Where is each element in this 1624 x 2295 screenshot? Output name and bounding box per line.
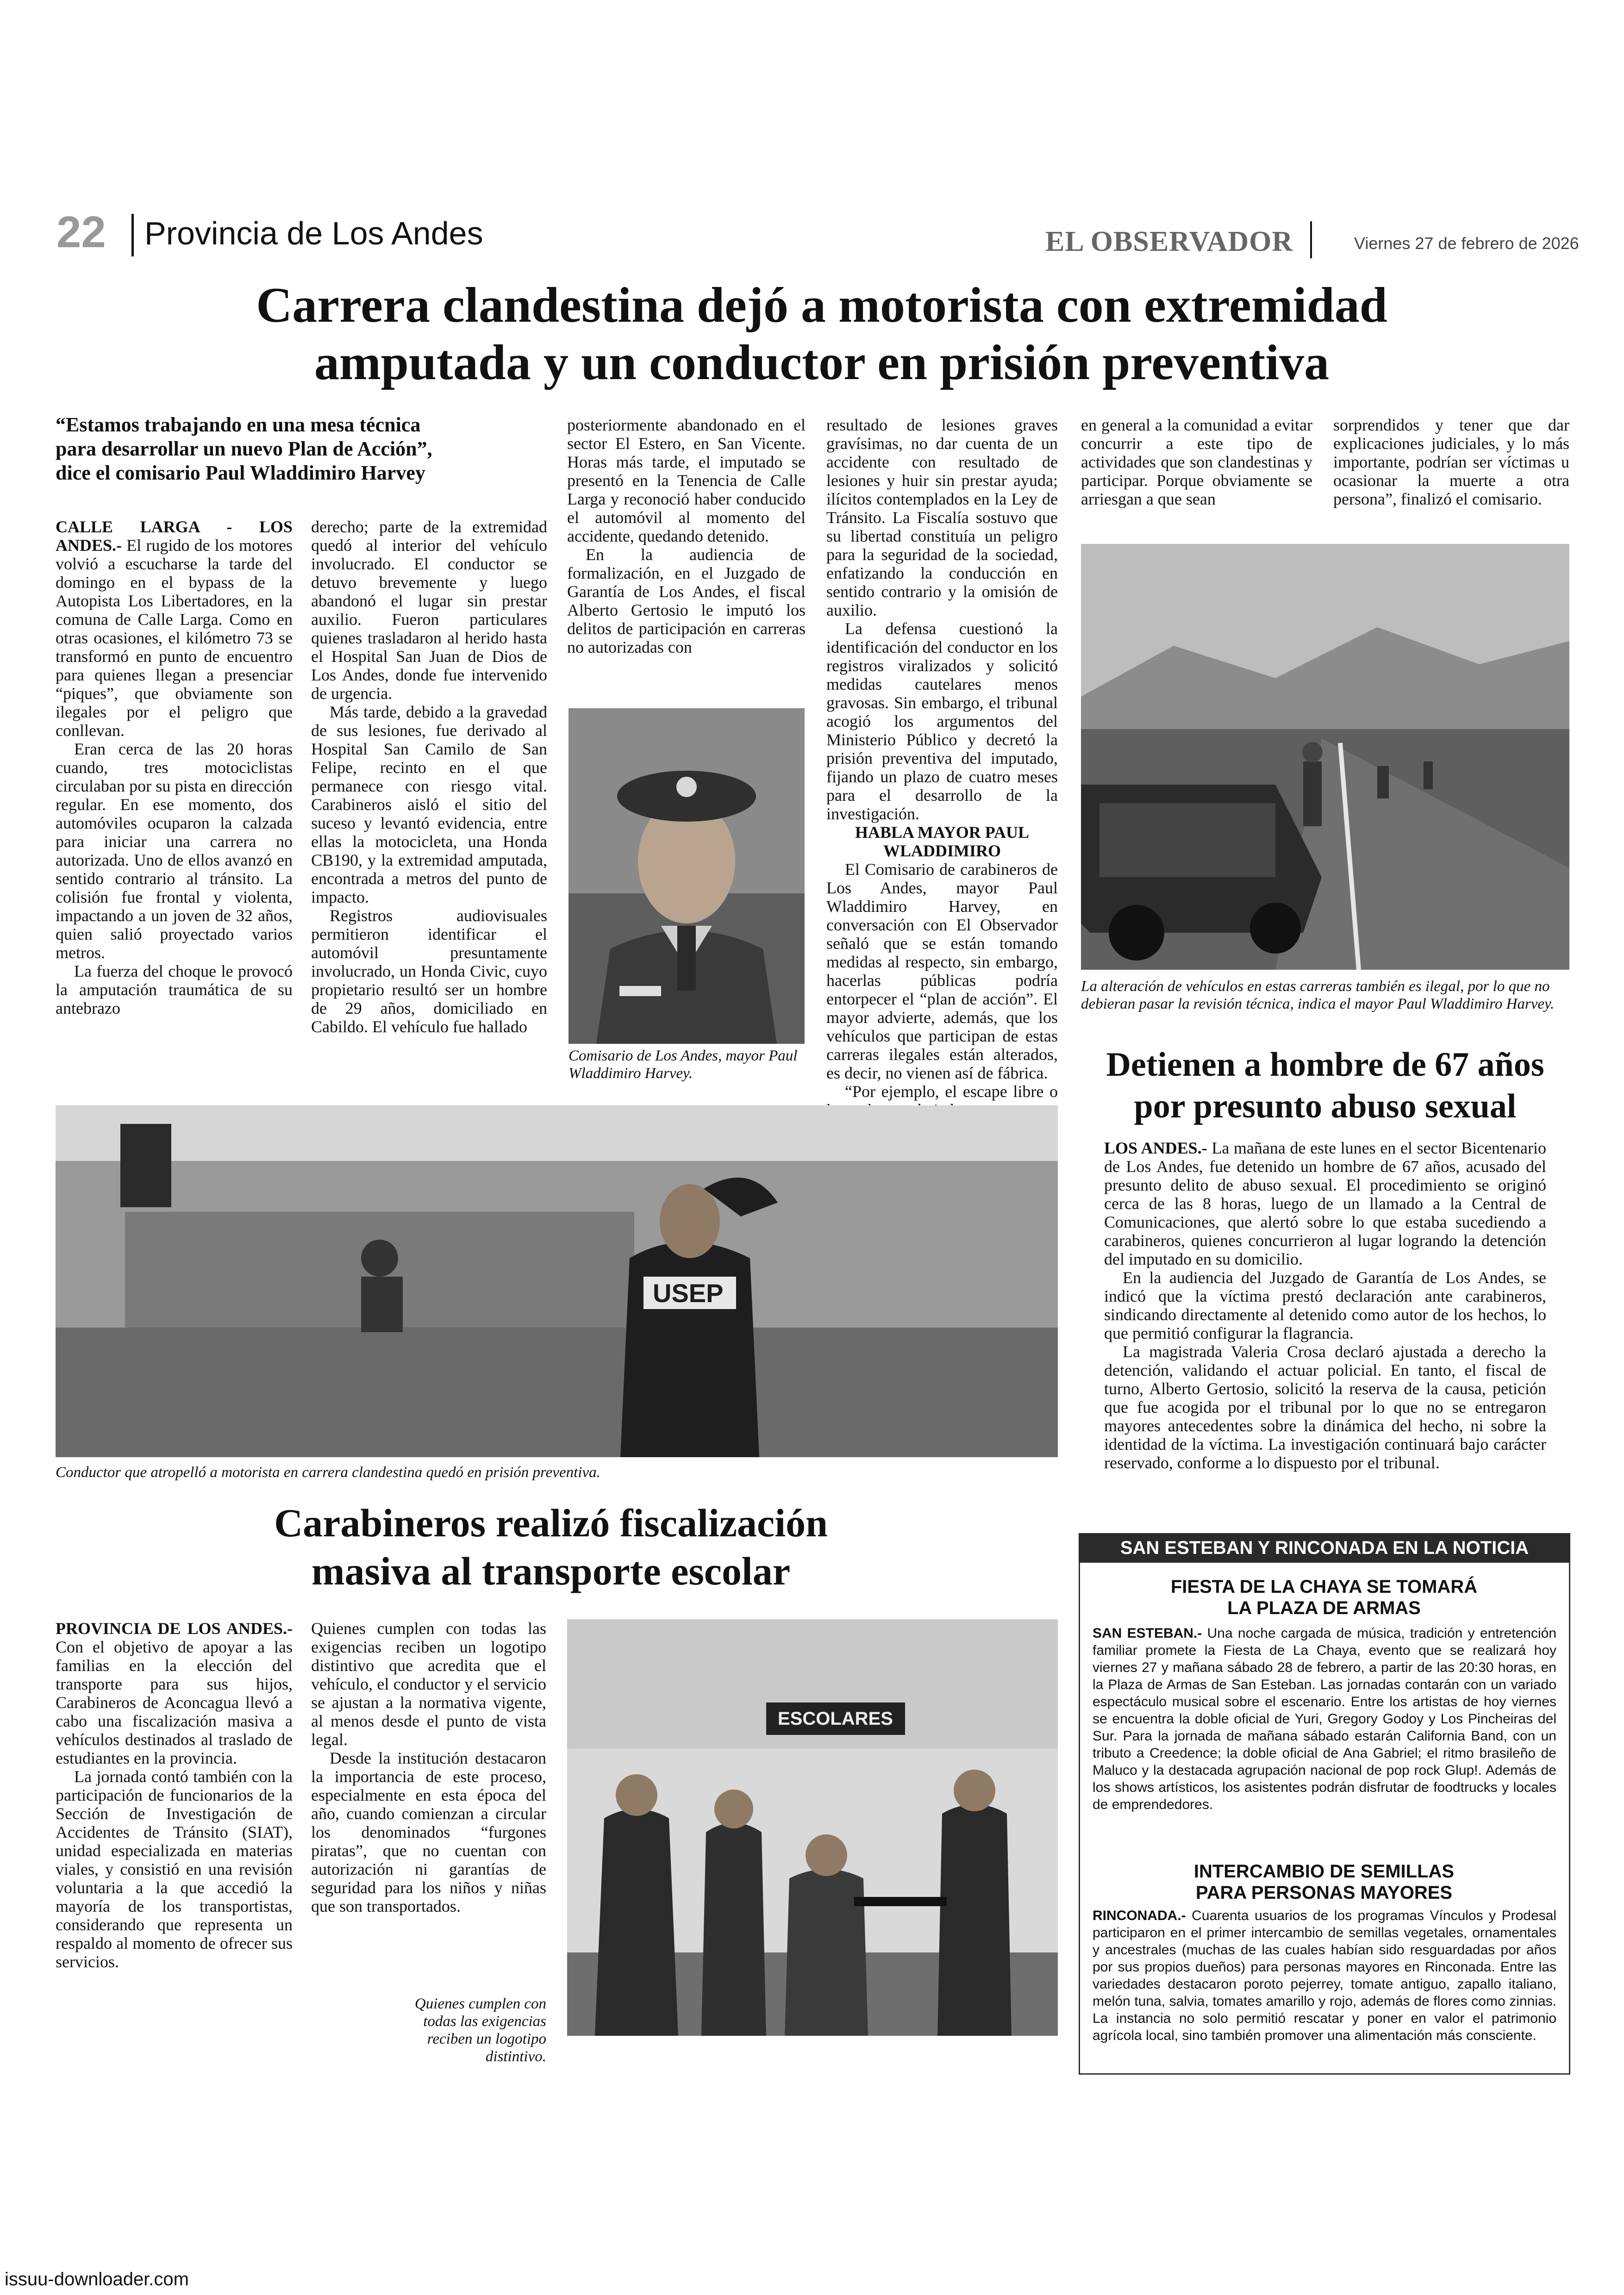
page-number: 22 xyxy=(56,207,106,257)
section-title: Provincia de Los Andes xyxy=(144,215,483,251)
item1-title-line2: LA PLAZA DE ARMAS xyxy=(1227,1598,1421,1618)
main-subtitle xyxy=(56,413,546,485)
abuse-headline-line1: Detienen a hombre de 67 años xyxy=(1106,1046,1544,1084)
main-col4-paragraph4: “Por ejemplo, el escape libre o xyxy=(845,1082,1058,1101)
masthead: EL OBSERVADOR xyxy=(1045,226,1293,257)
main-col1-paragraph2: Eran cerca de las 20 horas cuando, tres motociclistas circulaban por su pista en dirección regular. En ese momento, dos automóviles ocuparon la calzada para iniciar una carrera no autorizada. Uno de ellos avanzó en sentido contrario al tránsito. La colisión fue frontal y violenta, impactando a un joven de 32 años, quien salió proyectado varios metros. xyxy=(56,740,293,962)
item2-paragraph xyxy=(1093,1907,1556,2044)
watermark: issuu-downloader.com xyxy=(5,2269,189,2289)
road-photo xyxy=(1081,544,1569,970)
main-col1-text1: El rugido de los motores volvió a escucharse la tarde del domingo en el bypass de la Autopista Los Libertadores, en la comuna de Calle Larga. Como en otras ocasiones, el kilómetro 73 se transformó en punto de encuentro para quienes llegan a presenciar “piques”, que obviamente son ilegales por el peligro que conllevan. xyxy=(56,536,293,740)
main-headline-line2: amputada y un conductor en prisión preventiva xyxy=(314,335,1330,390)
subtitle-line3: dice el comisario Paul Wladdimiro Harvey xyxy=(56,461,425,484)
item2-text: Cuarenta usuarios de los programas Vínculos y Prodesal participaron en el primer intercambio de semillas vegetales, ornamentales y ancestrales (muchas de las cuales habían sido resguardadas por años por sus propios dueños) para personas mayores en Rinconada. Entre las variedades destacaron poroto pejerrey, tomate antiguo, zapallo italiano, melón tuna, salvia, tomates amarillo y rojo, además de flores como zinnias. La instancia no solo permitió rescatar y poner en valor el patrimonio agrícola local, sino también promover una alimentación más consciente. xyxy=(1093,1908,1556,2043)
school-headline-line1: Carabineros realizó fiscalización xyxy=(274,1501,828,1545)
main-column-2 xyxy=(311,518,547,1036)
abuse-headline xyxy=(1081,1044,1569,1127)
subtitle-line2: para desarrollar un nuevo Plan de Acción”, xyxy=(56,437,432,460)
officer-photo xyxy=(568,708,805,1044)
school-col1-text1: Con el objetivo de apoyar a las familias en la elección del transporte para sus hijos, Carabineros de Aconcagua llevó a cabo una fiscalización masiva a vehículos destinados al traslado de estudiantes en la provincia. xyxy=(56,1638,293,1767)
main-col4-paragraph1: resultado de lesiones graves gravísimas, no dar cuenta de un accidente con resultado de lesiones y huir sin prestar ayuda; ilícitos contemplados en la Ley de Tránsito. La Fiscalía sostuvo que su libertad constituía un peligro para la seguridad de la sociedad, enfatizando la conducción en sentido contrario y la omisión de auxilio. xyxy=(826,416,1058,619)
main-column-6 xyxy=(1333,416,1569,508)
school-photo xyxy=(567,1619,1058,2036)
abuse-paragraph1 xyxy=(1104,1139,1546,1268)
subhead-line2: WLADDIMIRO xyxy=(883,842,1001,860)
officer-illustration xyxy=(568,708,805,1044)
main-column-5 xyxy=(1081,416,1312,508)
main-col5-paragraph1: en general a la comunidad a evitar concurrir a este tipo de actividades que son clandestinas y participar. Porque obviamente se arriesgan a que sean xyxy=(1081,416,1312,508)
school-column-2 xyxy=(311,1619,546,1915)
abuse-text1: La mañana de este lunes en el sector Bicentenario de Los Andes, fue detenido un hombre de 67 años, acusado del presunto delito de abuso sexual. El procedimiento se originó cerca de las 8 horas, luego de un llamado a la Central de Comunicaciones, que alertó sobre lo que estaba sucediendo a carabineros, quienes concurrieron al lugar logrando la detención del imputado en su domicilio. xyxy=(1104,1139,1546,1268)
sidebar-item2-body xyxy=(1093,1907,1556,2044)
school-col2-paragraph1: Quienes cumplen con todas las exigencias reciben un logotipo distintivo que acredita que el vehículo, el conductor y el servicio se ajustan a la normativa vigente, al menos desde el punto de vista legal. xyxy=(311,1619,546,1749)
item2-dateline: RINCONADA.- xyxy=(1093,1908,1186,1923)
abuse-paragraph3: La magistrada Valeria Crosa declaró ajustada a derecho la detención, validando el actuar policial. En tanto, el fiscal de turno, Alberto Gertosio, solicitó la reserva de la causa, petición que fue acogida por el tribunal por lo que no se entregaron mayores antecedentes sobre la dinámica del hecho, ni sobre la identidad de la víctima. La investigación continuará bajo carácter reservado, conforme a lo dispuesto por el tribunal. xyxy=(1104,1342,1546,1472)
sidebar-item1-title xyxy=(1093,1576,1555,1619)
abuse-headline-line2: por presunto abuso sexual xyxy=(1134,1087,1517,1125)
dateline: CALLE LARGA - LOS ANDES.- xyxy=(56,518,293,555)
main-col4-paragraph2: La defensa cuestionó la identificación del conductor en los registros viralizados y solicitó medidas cautelares menos gravosas. Sin embargo, el tribunal acogió los argumentos del Ministerio Público y decretó la prisión preventiva del imputado, fijando un plazo de cuatro meses para el desarrollo de la investigación. xyxy=(826,619,1058,823)
main-col3-paragraph2: En la audiencia de formalización, en el Juzgado de Garantía de Los Andes, el fiscal Alberto Gertosio le imputó los delitos de participación en carreras no autorizadas con xyxy=(567,545,806,656)
masthead-divider xyxy=(1310,221,1312,258)
main-headline-line1: Carrera clandestina dejó a motorista con extremidad xyxy=(256,278,1387,333)
school-headline xyxy=(185,1499,917,1595)
main-headline xyxy=(93,277,1551,392)
main-col2-paragraph3: Registros audiovisuales permitieron identificar el automóvil presuntamente involucrado, un Honda Civic, cuyo propietario resultó ser un hombre de 29 años, domiciliado en Cabildo. El vehículo fue hallado xyxy=(311,906,547,1036)
item1-dateline: SAN ESTEBAN.- xyxy=(1093,1626,1202,1641)
road-caption: La alteración de vehículos en estas carreras también es ilegal, por lo que no debieran pasar la revisión técnica, indica el mayor Paul Wladdimiro Harvey. xyxy=(1081,978,1555,1012)
abuse-paragraph2: En la audiencia del Juzgado de Garantía de Los Andes, se indicó que la víctima prestó declaración ante carabineros, sindicando directamente al detenido como autor de los hechos, lo que permitió configurar la flagrancia. xyxy=(1104,1268,1546,1342)
school-dateline: PROVINCIA DE LOS ANDES.- xyxy=(56,1619,293,1638)
item1-text: Una noche cargada de música, tradición y entretención familiar promete la Fiesta de La Chaya, evento que se realizará hoy viernes 27 y mañana sábado 28 de febrero, a partir de las 20:30 horas, en la Plaza de Armas de San Esteban. Las jornadas contarán con un variado espectáculo musical sobre el escenario. Entre los artistas de hoy viernes se encuentra la doble oficial de Yuri, Gregory Godoy y Los Pincheiras del Sur. Para la jornada de mañana sábado estarán California Band, con un tributo a Creedence; la doble oficial de Ana Gabriel; el ritmo brasileño de Maluco y la destacada agrupación nacional de pop rock Glup!. Además de los shows artísticos, los asistentes podrán disfrutar de foodtrucks y locales de emprendedores. xyxy=(1093,1626,1557,1812)
main-col4-paragraph3: El Comisario de carabineros de Los Andes, mayor Paul Wladdimiro Harvey, en conversación con El Observador señaló que se están tomando medidas al respecto, sin embargo, hacerlas públicas podría entorpecer el “plan de acción”. El mayor advierte, además, que los vehículos que participan de estas carreras ilegales están alterados, es decir, no vienen así de fábrica. xyxy=(826,860,1058,1082)
main-col1-paragraph3: La fuerza del choque le provocó la amputación traumática de su antebrazo xyxy=(56,962,293,1017)
school-column-1 xyxy=(56,1619,293,1971)
header-divider xyxy=(131,214,134,256)
escolares-label: ESCOLARES xyxy=(778,1709,893,1729)
abuse-dateline: LOS ANDES.- xyxy=(1104,1139,1207,1157)
road-illustration xyxy=(1081,544,1569,970)
main-column-1 xyxy=(56,518,293,1017)
sidebar-banner: SAN ESTEBAN Y RINCONADA EN LA NOTICIA xyxy=(1079,1533,1570,1563)
school-caption: Quienes cumplen con todas las exigencias reciben un logotipo distintivo. xyxy=(414,1996,546,2065)
court-caption: Conductor que atropelló a motorista en carrera clandestina quedó en prisión preventiva. xyxy=(56,1464,600,1481)
court-photo xyxy=(56,1105,1058,1457)
item2-title-line1: INTERCAMBIO DE SEMILLAS xyxy=(1193,1861,1455,1882)
item1-paragraph xyxy=(1093,1625,1556,1813)
subhead-line1: HABLA MAYOR PAUL xyxy=(855,823,1030,842)
sidebar-item1-body xyxy=(1093,1625,1556,1813)
school-col1-paragraph1 xyxy=(56,1619,293,1767)
abuse-body xyxy=(1104,1139,1546,1472)
usep-label: USEP xyxy=(653,1278,724,1308)
main-col2-paragraph2: Más tarde, debido a la gravedad de sus lesiones, fue derivado al Hospital San Camilo de San Felipe, recinto en el que permanece con riesgo vital. Carabineros aisló el sitio del suceso y levantó evidencia, entre ellas la motocicleta, una Honda CB190, y la extremidad amputada, encontrada a metros del punto de impacto. xyxy=(311,703,547,906)
main-col3-paragraph1: posteriormente abandonado en el sector El Estero, en San Vicente. Horas más tarde, el imputado se presentó en la Tenencia de Calle Larga y reconoció haber conducido el automóvil al momento del accidente, quedando detenido. xyxy=(567,416,806,545)
main-col2-paragraph1: derecho; parte de la extremidad quedó al interior del vehículo involucrado. El conductor se detuvo brevemente y luego abandonó el lugar sin prestar auxilio. Fueron particulares quienes trasladaron al herido hasta el Hospital San Juan de Dios de Los Andes, donde fue intervenido de urgencia. xyxy=(311,518,547,703)
officer-caption: Comisario de Los Andes, mayor Paul Wladdimiro Harvey. xyxy=(568,1048,798,1082)
school-col1-paragraph2: La jornada contó también con la participación de funcionarios de la Sección de Investigación de Accidentes de Tránsito (SIAT), unidad especializada en materias viales, y consistió en una revisión voluntaria a la que accedió la mayoría de los transportistas, considerando que representa un respaldo al momento de ofrecer sus servicios. xyxy=(56,1767,293,1971)
court-illustration xyxy=(56,1105,1058,1457)
interview-subhead xyxy=(826,823,1058,860)
main-col6-paragraph1: sorprendidos y tener que dar explicaciones judiciales, y lo más importante, podrían ser víctimas u ocasionar la muerte a otra persona”, finalizó el comisario. xyxy=(1333,416,1569,508)
item2-title-line2: PARA PERSONAS MAYORES xyxy=(1195,1883,1453,1903)
subtitle-line1: “Estamos trabajando en una mesa técnica xyxy=(56,413,421,436)
issue-date: Viernes 27 de febrero de 2026 xyxy=(1354,234,1579,253)
item1-title-line1: FIESTA DE LA CHAYA SE TOMARÁ xyxy=(1170,1577,1478,1597)
main-col1-paragraph1 xyxy=(56,518,293,740)
school-col2-paragraph2: Desde la institución destacaron la importancia de este proceso, especialmente en esta época del año, cuando comienzan a circular los denominados “furgones piratas”, que no cuentan con autorización ni garantías de seguridad para los niños y niñas que son transportados. xyxy=(311,1749,546,1915)
school-headline-line2: masiva al transporte escolar xyxy=(311,1549,791,1593)
sidebar-item2-title xyxy=(1093,1861,1555,1903)
school-illustration xyxy=(567,1619,1058,2036)
main-column-3 xyxy=(567,416,806,656)
